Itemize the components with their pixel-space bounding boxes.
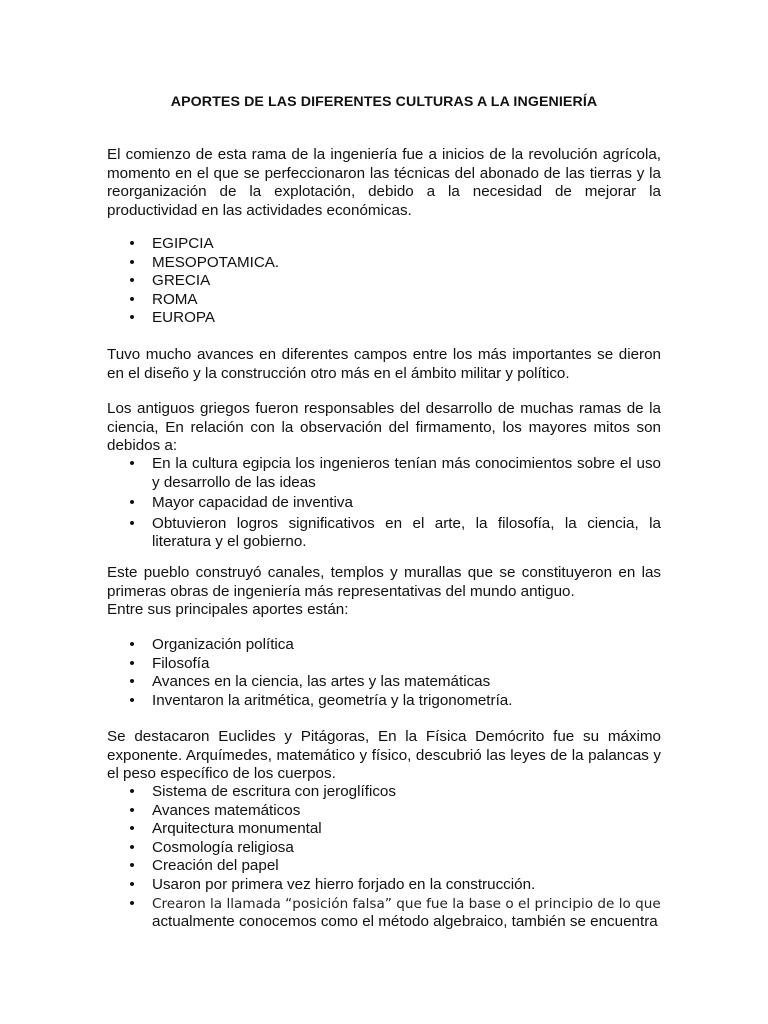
bullet-icon: • — [129, 691, 135, 709]
scholars-paragraph: Se destacaron Euclides y Pitágoras, En la Física Demócrito fue su máximo exponente. Arquímedes, matemático y físico, descubrió las leyes de la palancas y el peso específico de los cuerpos. — [107, 728, 661, 783]
intro-paragraph: El comienzo de esta rama de la ingeniería fue a inicios de la revolución agrícola, momento en el que se perfeccionaron las técnicas del abonado de las tierras y la reorganización de la explotación, debido a la necesidad de mejorar la productividad en las actividades económicas. — [107, 146, 661, 219]
bullet-icon: • — [129, 875, 135, 893]
list-item: • En la cultura egipcia los ingenieros tenían más conocimientos sobre el uso y desarrollo de las ideas — [107, 455, 661, 492]
bullet-icon: • — [129, 636, 135, 653]
bullet-icon: • — [129, 494, 135, 512]
cultures-list — [107, 235, 661, 328]
list-item: • Inventaron la aritmética, geometría y la trigonometría. — [107, 692, 661, 711]
bullet-icon: • — [129, 857, 135, 875]
bullet-icon: • — [129, 801, 135, 819]
bullet-icon: • — [129, 253, 135, 271]
list-item: • Usaron por primera vez hierro forjado en la construcción. — [107, 876, 661, 895]
bullet-icon: • — [129, 272, 135, 290]
list-item: • Obtuvieron logros significativos en el arte, la filosofía, la ciencia, la literatura y el gobierno. — [107, 515, 661, 552]
list-item: • EUROPA — [107, 309, 661, 328]
last-item-line2: actualmente conocemos como el método algebraico, también se encuentra — [152, 913, 658, 931]
list-item: • Sistema de escritura con jeroglíficos — [107, 783, 661, 802]
advances-paragraph: Tuvo mucho avances en diferentes campos entre los más importantes se dieron en el diseño y la construcción otro más en el ámbito militar y político. — [107, 346, 661, 382]
greeks-paragraph: Los antiguos griegos fueron responsables del desarrollo de muchas ramas de la ciencia, En relación con la observación del firmamento, los mayores mitos son debidos a: — [107, 400, 661, 455]
contributions-list — [107, 636, 661, 710]
list-item: • Arquitectura monumental — [107, 820, 661, 839]
bullet-icon: • — [129, 894, 135, 912]
list-item — [107, 895, 661, 932]
bullet-icon: • — [129, 290, 135, 308]
bullet-icon: • — [129, 455, 135, 472]
list-item: • Cosmología religiosa — [107, 839, 661, 858]
last-item-line1: Crearon la llamada “posición falsa” que fue la base o el principio de lo que — [152, 895, 661, 912]
list-item: • Organización política — [107, 636, 661, 655]
list-item: • Creación del papel — [107, 857, 661, 876]
bullet-icon: • — [129, 309, 135, 327]
bullet-icon: • — [129, 654, 135, 672]
list-item: • Mayor capacidad de inventiva — [107, 494, 661, 513]
list-item: • EGIPCIA — [107, 235, 661, 254]
bullet-icon: • — [129, 783, 135, 800]
bullet-icon: • — [129, 673, 135, 691]
list-item: • Filosofía — [107, 655, 661, 674]
contributions-intro: Entre sus principales aportes están: — [107, 601, 349, 618]
list-item: • ROMA — [107, 291, 661, 310]
bullet-icon: • — [129, 820, 135, 838]
list-item: • MESOPOTAMICA. — [107, 254, 661, 273]
greeks-list — [107, 455, 661, 552]
document-title: APORTES DE LAS DIFERENTES CULTURAS A LA INGENIERÍA — [170, 94, 598, 110]
list-item: • Avances en la ciencia, las artes y las matemáticas — [107, 673, 661, 692]
list-item: • GRECIA — [107, 272, 661, 291]
people-paragraph: Este pueblo construyó canales, templos y murallas que se constituyeron en las primeras obras de ingeniería más representativas del mundo antiguo. — [107, 564, 661, 600]
list-item: • Avances matemáticos — [107, 802, 661, 821]
scholars-list — [107, 783, 661, 932]
bullet-icon: • — [129, 514, 135, 532]
bullet-icon: • — [129, 235, 135, 252]
bullet-icon: • — [129, 838, 135, 856]
